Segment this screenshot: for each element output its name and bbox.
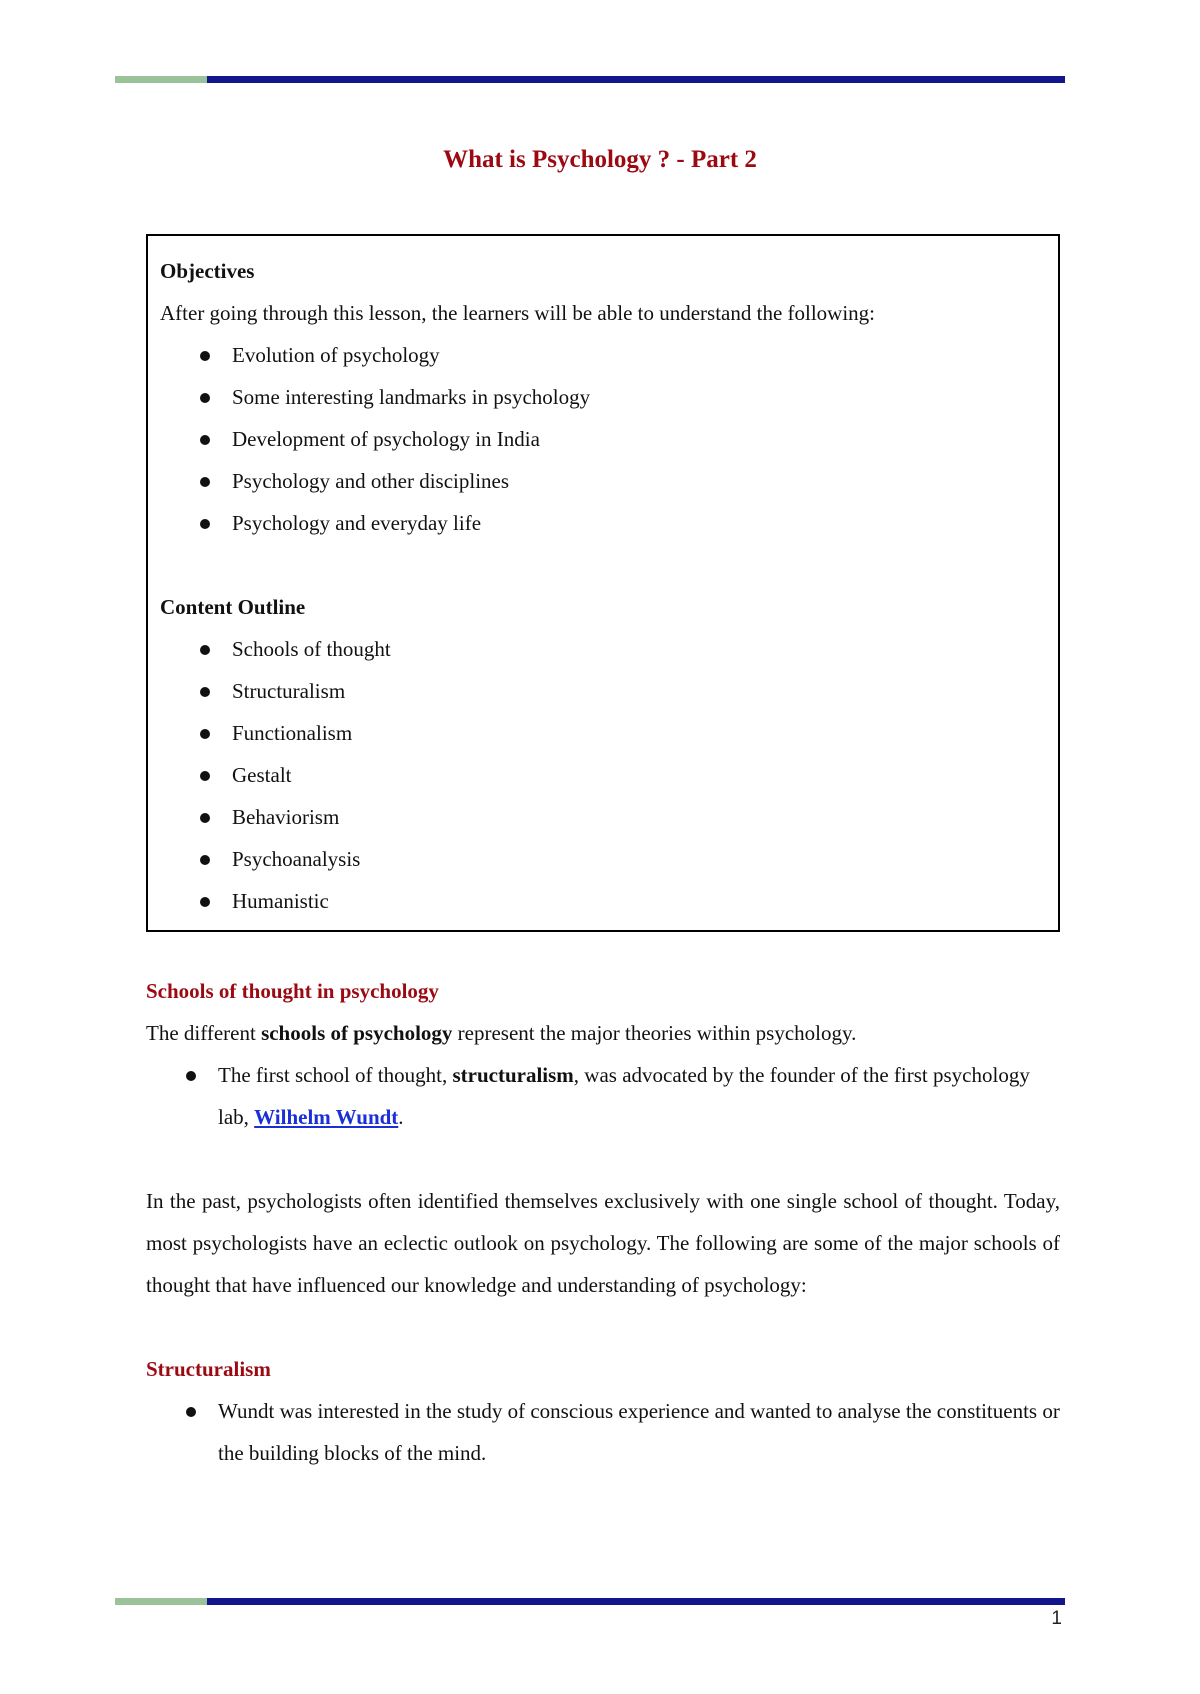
objective-text: Psychology and everyday life	[232, 511, 482, 535]
structuralism-bullet-text: Wundt was interested in the study of conscious experience and wanted to analyse the constituents or the building blocks of the mind.	[218, 1399, 1060, 1465]
top-rule-green-segment	[115, 76, 207, 83]
schools-paragraph-2: In the past, psychologists often identified themselves exclusively with one single school of thought. Today, most psychologists have an eclectic outlook on psychology. The following are some of the major schools of thought that have influenced our knowledge and understanding of psychology:	[146, 1189, 1060, 1297]
list-item	[160, 796, 1046, 838]
outline-text: Humanistic	[232, 889, 329, 913]
outline-text: Behaviorism	[232, 805, 340, 829]
list-item	[160, 418, 1046, 460]
objectives-box	[146, 234, 1060, 932]
list-item	[160, 670, 1046, 712]
bullet-icon	[200, 435, 210, 445]
bullet-icon	[200, 687, 210, 697]
bullet-icon	[200, 519, 210, 529]
outline-text: Gestalt	[232, 763, 292, 787]
list-item	[160, 838, 1046, 880]
list-item	[160, 376, 1046, 418]
list-item	[160, 628, 1046, 670]
objective-text: Psychology and other disciplines	[232, 469, 510, 493]
bullet-icon	[186, 1071, 196, 1081]
objectives-heading: Objectives	[160, 259, 255, 283]
bullet-icon	[186, 1407, 196, 1417]
objective-text: Evolution of psychology	[232, 343, 440, 367]
objectives-intro: After going through this lesson, the learners will be able to understand the following:	[160, 301, 876, 325]
bullet-icon	[200, 771, 210, 781]
page-number: 1	[1051, 1608, 1062, 1629]
bullet-icon	[200, 477, 210, 487]
structuralism-heading: Structuralism	[146, 1357, 271, 1381]
schools-para-bold: schools of psychology	[261, 1021, 453, 1045]
outline-list	[160, 628, 1046, 922]
bottom-rule-blue-segment	[207, 1598, 1065, 1605]
bottom-rule	[115, 1598, 1065, 1605]
outline-text: Psychoanalysis	[232, 847, 361, 871]
main-content	[146, 970, 1060, 1474]
bullet-icon	[200, 351, 210, 361]
objective-text: Some interesting landmarks in psychology	[232, 385, 591, 409]
list-item	[146, 1054, 1060, 1138]
schools-para-pre: The different	[146, 1021, 262, 1045]
outline-text: Structuralism	[232, 679, 346, 703]
list-item	[160, 460, 1046, 502]
schools-para-post: represent the major theories within psychology.	[452, 1021, 857, 1045]
bullet-icon	[200, 855, 210, 865]
list-item	[160, 334, 1046, 376]
outline-heading: Content Outline	[160, 595, 306, 619]
objective-text: Development of psychology in India	[232, 427, 540, 451]
schools-bullet-mid: , was advocated by the founder of the first psychology lab,	[218, 1063, 1030, 1129]
schools-bullet-bold: structuralism	[452, 1063, 574, 1087]
bullet-icon	[200, 645, 210, 655]
list-item	[160, 754, 1046, 796]
bullet-icon	[200, 729, 210, 739]
bullet-icon	[200, 897, 210, 907]
bottom-rule-green-segment	[115, 1598, 207, 1605]
schools-heading: Schools of thought in psychology	[146, 979, 439, 1003]
page-title: What is Psychology ? - Part 2	[443, 146, 757, 173]
objectives-list	[160, 334, 1046, 544]
outline-text: Schools of thought	[232, 637, 391, 661]
outline-text: Functionalism	[232, 721, 353, 745]
list-item	[146, 1390, 1060, 1474]
top-rule-blue-segment	[207, 76, 1065, 83]
schools-paragraph	[146, 1012, 1060, 1054]
list-item	[160, 712, 1046, 754]
top-rule	[115, 76, 1065, 83]
wilhelm-wundt-link[interactable]: Wilhelm Wundt	[254, 1105, 399, 1129]
list-item	[160, 502, 1046, 544]
bullet-icon	[200, 393, 210, 403]
schools-bullet-post: .	[398, 1105, 404, 1129]
schools-bullet-pre: The first school of thought,	[218, 1063, 453, 1087]
list-item	[160, 880, 1046, 922]
bullet-icon	[200, 813, 210, 823]
